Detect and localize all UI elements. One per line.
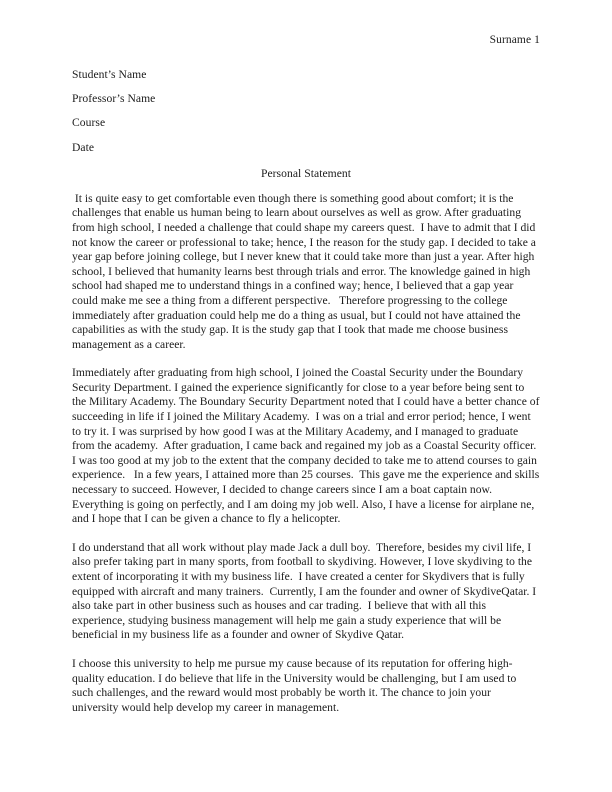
mla-heading-block bbox=[72, 68, 540, 155]
heading-line-date: Date bbox=[72, 140, 95, 154]
paragraph-1: It is quite easy to get comfortable even though there is something good about comfort; it is the challenges that enable us human being to learn about ourselves as well as grow. After graduating from high school, I needed a challenge that could shape my careers quest. I have to admit that I did not know the career or professional to take; hence, I the reason for the study gap. I decided to take a year gap before joining college, but I never knew that it could take more than just a year. After high school, I believed that humanity learns best through trials and error. The knowledge gained in high school had shaped me to understand things in a confined way; hence, I believed that a gap year could make me see a thing from a different perspective. Therefore progressing to the college immediately after graduation could help me do a thing as usual, but I could not have attained the capabilities as with the study gap. It is the study gap that I took that made me choose business management as a career. bbox=[72, 191, 539, 351]
running-header: Surname 1 bbox=[489, 34, 540, 46]
document-body bbox=[72, 68, 543, 715]
paragraph-4: I choose this university to help me pursue my cause because of its reputation for offering high-quality education. I do believe that life in the University would be challenging, but I am used to such challenges, and the reward would most probably be worth it. The chance to join your university would help develop my career in management. bbox=[72, 656, 520, 714]
paragraph-3: I do understand that all work without play made Jack a dull boy. Therefore, besides my civil life, I also prefer taking part in many sports, from football to skydiving. However, I love skydiving to the extent of incorporating it with my business life. I have created a center for Skydivers that is fully equipped with aircraft and many trainers. Currently, I am the founder and owner of SkydiveQatar. I also take part in other business such as houses and car trading. I believe that with all this experience, studying business management will help me gain a study experience that will be beneficial in my business life as a founder and owner of Skydive Qatar. bbox=[72, 540, 540, 642]
heading-line-course: Course bbox=[72, 116, 106, 130]
document-title: Personal Statement bbox=[260, 167, 352, 181]
heading-line-student-name: Student’s Name bbox=[72, 68, 147, 81]
heading-line-professor-name: Professor’s Name bbox=[72, 92, 156, 106]
paragraph-2: Immediately after graduating from high school, I joined the Coastal Security under the Boundary Security Department. I gained the experience significantly for close to a year before being sent to the Military Academy. The Boundary Security Department noted that I could have a better chance of succeeding in life if I joined the Military Academy. I was on a trial and error period; hence, I went to try it. I was surprised by how good I was at the Military Academy, and I managed to graduate from the academy. After graduation, I came back and regained my job as a Coastal Security officer. I was too good at my job to the extent that the company decided to take me to attend courses to gain experience. In a few years, I attained more than 25 courses. This gave me the experience and skills necessary to succeed. However, I decided to change careers since I am a boat captain now. Everything is going on perfectly, and I am doing my job well. Also, I have a license for airplane ne, and I hope that I can be given a chance to fly a helicopter. bbox=[72, 366, 543, 526]
